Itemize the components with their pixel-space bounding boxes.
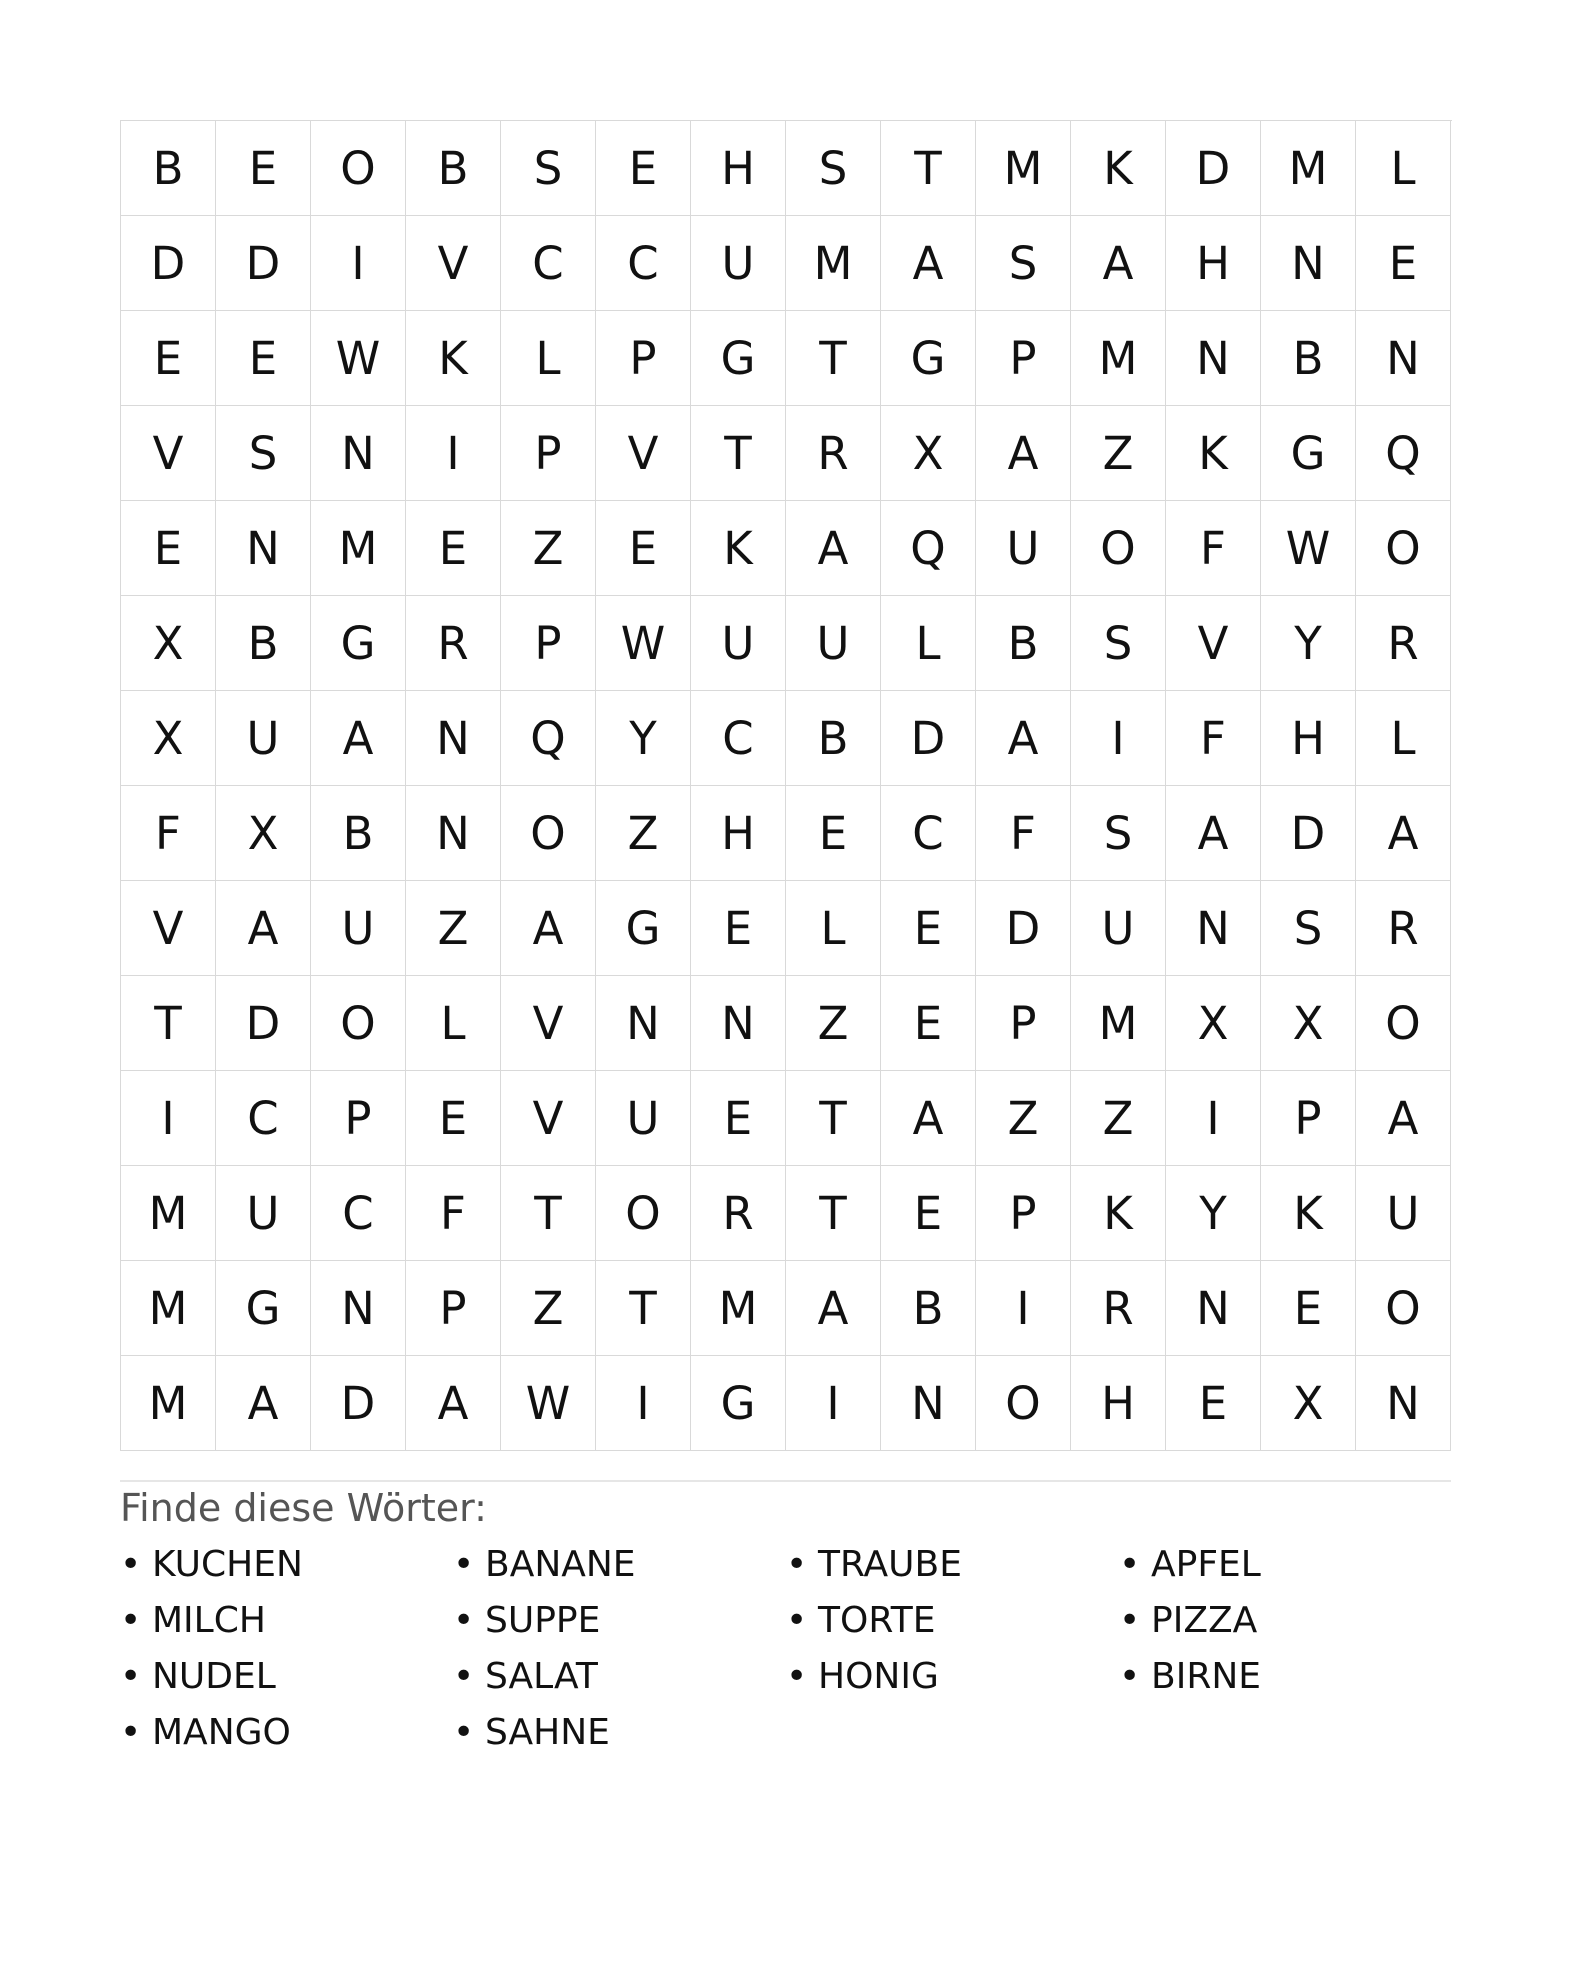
- word-label: APFEL: [1151, 1544, 1261, 1585]
- grid-cell[interactable]: U: [311, 881, 406, 976]
- grid-cell[interactable]: X: [216, 786, 311, 881]
- grid-cell[interactable]: S: [1261, 881, 1356, 976]
- grid-cell[interactable]: T: [881, 121, 976, 216]
- grid-cell[interactable]: H: [1166, 216, 1261, 311]
- grid-cell[interactable]: F: [121, 786, 216, 881]
- grid-cell[interactable]: Z: [976, 1071, 1071, 1166]
- grid-cell[interactable]: V: [596, 406, 691, 501]
- grid-cell[interactable]: P: [976, 1166, 1071, 1261]
- grid-cell[interactable]: M: [121, 1166, 216, 1261]
- grid-cell[interactable]: N: [311, 1261, 406, 1356]
- grid-cell[interactable]: U: [596, 1071, 691, 1166]
- grid-cell[interactable]: A: [881, 1071, 976, 1166]
- grid-cell[interactable]: E: [596, 501, 691, 596]
- grid-cell[interactable]: A: [976, 406, 1071, 501]
- grid-cell[interactable]: P: [501, 596, 596, 691]
- word-list-item: [120, 1542, 453, 1588]
- grid-cell[interactable]: B: [786, 691, 881, 786]
- grid-cell[interactable]: N: [691, 976, 786, 1071]
- grid-cell[interactable]: B: [1261, 311, 1356, 406]
- grid-cell[interactable]: U: [691, 596, 786, 691]
- grid-cell[interactable]: O: [1356, 501, 1451, 596]
- grid-cell[interactable]: X: [1261, 1356, 1356, 1451]
- grid-cell[interactable]: A: [1356, 786, 1451, 881]
- grid-cell[interactable]: G: [1261, 406, 1356, 501]
- grid-cell[interactable]: K: [1071, 1166, 1166, 1261]
- bullet-icon: •: [1119, 1544, 1141, 1585]
- grid-cell[interactable]: Z: [1071, 1071, 1166, 1166]
- grid-cell[interactable]: N: [216, 501, 311, 596]
- grid-cell[interactable]: U: [216, 1166, 311, 1261]
- grid-cell[interactable]: P: [311, 1071, 406, 1166]
- grid-cell[interactable]: V: [1166, 596, 1261, 691]
- word-search-grid: [120, 120, 1452, 1451]
- word-list-item: [1119, 1654, 1452, 1700]
- grid-cell[interactable]: O: [1071, 501, 1166, 596]
- grid-cell[interactable]: R: [1071, 1261, 1166, 1356]
- divider: [120, 1480, 1451, 1482]
- grid-cell[interactable]: G: [596, 881, 691, 976]
- grid-cell[interactable]: P: [596, 311, 691, 406]
- grid-cell[interactable]: W: [1261, 501, 1356, 596]
- grid-cell[interactable]: F: [1166, 501, 1261, 596]
- grid-cell[interactable]: O: [976, 1356, 1071, 1451]
- grid-cell[interactable]: L: [1356, 691, 1451, 786]
- grid-cell[interactable]: A: [406, 1356, 501, 1451]
- word-label: TRAUBE: [818, 1544, 962, 1585]
- grid-cell[interactable]: K: [1261, 1166, 1356, 1261]
- grid-cell[interactable]: N: [1166, 881, 1261, 976]
- grid-cell[interactable]: Y: [596, 691, 691, 786]
- grid-cell[interactable]: O: [1356, 976, 1451, 1071]
- grid-cell[interactable]: A: [501, 881, 596, 976]
- grid-cell[interactable]: K: [406, 311, 501, 406]
- grid-cell[interactable]: C: [691, 691, 786, 786]
- grid-cell[interactable]: Q: [881, 501, 976, 596]
- grid-cell[interactable]: A: [216, 881, 311, 976]
- grid-cell[interactable]: G: [311, 596, 406, 691]
- grid-cell[interactable]: U: [216, 691, 311, 786]
- grid-cell[interactable]: U: [786, 596, 881, 691]
- word-label: MANGO: [152, 1712, 291, 1753]
- grid-cell[interactable]: R: [406, 596, 501, 691]
- bullet-icon: •: [120, 1656, 142, 1697]
- grid-cell[interactable]: C: [881, 786, 976, 881]
- grid-cell[interactable]: E: [121, 311, 216, 406]
- grid-cell[interactable]: O: [501, 786, 596, 881]
- grid-cell[interactable]: A: [881, 216, 976, 311]
- grid-cell[interactable]: Z: [786, 976, 881, 1071]
- grid-cell[interactable]: S: [1071, 786, 1166, 881]
- grid-cell[interactable]: V: [121, 406, 216, 501]
- word-label: BANANE: [485, 1544, 636, 1585]
- grid-cell[interactable]: N: [596, 976, 691, 1071]
- grid-cell[interactable]: H: [691, 121, 786, 216]
- grid-cell[interactable]: D: [121, 216, 216, 311]
- grid-cell[interactable]: G: [216, 1261, 311, 1356]
- grid-cell[interactable]: E: [406, 1071, 501, 1166]
- grid-cell[interactable]: H: [691, 786, 786, 881]
- grid-cell[interactable]: X: [1261, 976, 1356, 1071]
- grid-cell[interactable]: B: [216, 596, 311, 691]
- grid-cell[interactable]: B: [881, 1261, 976, 1356]
- bullet-icon: •: [786, 1600, 808, 1641]
- grid-cell[interactable]: L: [1356, 121, 1451, 216]
- grid-cell[interactable]: Z: [406, 881, 501, 976]
- grid-cell[interactable]: U: [691, 216, 786, 311]
- grid-cell[interactable]: K: [691, 501, 786, 596]
- bullet-icon: •: [120, 1544, 142, 1585]
- grid-cell[interactable]: M: [1071, 976, 1166, 1071]
- word-list-item: [453, 1598, 786, 1644]
- grid-cell[interactable]: Z: [501, 501, 596, 596]
- grid-cell[interactable]: F: [976, 786, 1071, 881]
- grid-cell[interactable]: D: [216, 216, 311, 311]
- grid-cell[interactable]: I: [311, 216, 406, 311]
- grid-cell[interactable]: H: [1071, 1356, 1166, 1451]
- grid-cell[interactable]: A: [786, 501, 881, 596]
- grid-cell[interactable]: R: [1356, 596, 1451, 691]
- grid-cell[interactable]: E: [406, 501, 501, 596]
- grid-cell[interactable]: O: [311, 121, 406, 216]
- word-list-item: [786, 1598, 1119, 1644]
- grid-cell[interactable]: L: [786, 881, 881, 976]
- grid-cell[interactable]: U: [1356, 1166, 1451, 1261]
- grid-cell[interactable]: T: [501, 1166, 596, 1261]
- word-list-item: [453, 1710, 786, 1756]
- grid-cell[interactable]: P: [976, 311, 1071, 406]
- grid-cell[interactable]: X: [121, 596, 216, 691]
- grid-cell[interactable]: P: [976, 976, 1071, 1071]
- word-list-item: [786, 1542, 1119, 1588]
- word-list-item: [120, 1710, 453, 1756]
- grid-cell[interactable]: V: [121, 881, 216, 976]
- grid-cell[interactable]: C: [216, 1071, 311, 1166]
- grid-cell[interactable]: D: [976, 881, 1071, 976]
- grid-cell[interactable]: N: [1356, 311, 1451, 406]
- grid-cell[interactable]: Y: [1261, 596, 1356, 691]
- grid-cell[interactable]: A: [311, 691, 406, 786]
- grid-cell[interactable]: G: [691, 311, 786, 406]
- grid-cell[interactable]: E: [691, 1071, 786, 1166]
- grid-cell[interactable]: D: [881, 691, 976, 786]
- grid-cell[interactable]: F: [1166, 691, 1261, 786]
- grid-cell[interactable]: T: [121, 976, 216, 1071]
- word-list-heading: Finde diese Wörter:: [120, 1486, 487, 1530]
- word-label: HONIG: [818, 1656, 939, 1697]
- grid-cell[interactable]: A: [216, 1356, 311, 1451]
- grid-cell[interactable]: A: [1071, 216, 1166, 311]
- grid-cell[interactable]: N: [1356, 1356, 1451, 1451]
- grid-cell[interactable]: M: [1071, 311, 1166, 406]
- grid-cell[interactable]: W: [501, 1356, 596, 1451]
- grid-cell[interactable]: S: [1071, 596, 1166, 691]
- grid-cell[interactable]: O: [311, 976, 406, 1071]
- bullet-icon: •: [453, 1544, 475, 1585]
- grid-cell[interactable]: A: [1356, 1071, 1451, 1166]
- grid-cell[interactable]: O: [1356, 1261, 1451, 1356]
- grid-cell[interactable]: F: [406, 1166, 501, 1261]
- grid-cell[interactable]: A: [786, 1261, 881, 1356]
- grid-cell[interactable]: D: [216, 976, 311, 1071]
- grid-cell[interactable]: E: [881, 976, 976, 1071]
- grid-cell[interactable]: I: [1166, 1071, 1261, 1166]
- grid-cell[interactable]: E: [786, 786, 881, 881]
- grid-cell[interactable]: W: [596, 596, 691, 691]
- word-list-item: [120, 1598, 453, 1644]
- grid-cell[interactable]: I: [1071, 691, 1166, 786]
- bullet-icon: •: [453, 1656, 475, 1697]
- grid-cell[interactable]: X: [881, 406, 976, 501]
- grid-cell[interactable]: P: [1261, 1071, 1356, 1166]
- grid-cell[interactable]: E: [881, 1166, 976, 1261]
- grid-cell[interactable]: K: [1166, 406, 1261, 501]
- grid-cell[interactable]: A: [976, 691, 1071, 786]
- grid-cell[interactable]: X: [121, 691, 216, 786]
- grid-cell[interactable]: L: [501, 311, 596, 406]
- word-label: KUCHEN: [152, 1544, 303, 1585]
- grid-cell[interactable]: I: [121, 1071, 216, 1166]
- grid-cell[interactable]: I: [406, 406, 501, 501]
- grid-cell[interactable]: X: [1166, 976, 1261, 1071]
- grid-cell[interactable]: G: [691, 1356, 786, 1451]
- word-label: TORTE: [818, 1600, 936, 1641]
- grid-cell[interactable]: D: [311, 1356, 406, 1451]
- grid-cell[interactable]: T: [786, 1071, 881, 1166]
- grid-cell[interactable]: N: [1261, 216, 1356, 311]
- bullet-icon: •: [1119, 1656, 1141, 1697]
- grid-cell[interactable]: E: [216, 311, 311, 406]
- grid-cell[interactable]: E: [121, 501, 216, 596]
- word-label: NUDEL: [152, 1656, 276, 1697]
- grid-cell[interactable]: L: [406, 976, 501, 1071]
- grid-cell[interactable]: E: [1261, 1261, 1356, 1356]
- grid-cell[interactable]: M: [121, 1261, 216, 1356]
- grid-cell[interactable]: U: [976, 501, 1071, 596]
- bullet-icon: •: [1119, 1600, 1141, 1641]
- grid-cell[interactable]: I: [976, 1261, 1071, 1356]
- grid-cell[interactable]: S: [501, 121, 596, 216]
- grid-cell[interactable]: Z: [596, 786, 691, 881]
- grid-cell[interactable]: C: [501, 216, 596, 311]
- word-list-item: [1119, 1598, 1452, 1644]
- bullet-icon: •: [786, 1544, 808, 1585]
- grid-cell[interactable]: C: [596, 216, 691, 311]
- grid-cell[interactable]: N: [1166, 311, 1261, 406]
- word-label: SUPPE: [485, 1600, 601, 1641]
- grid-cell[interactable]: R: [1356, 881, 1451, 976]
- word-label: BIRNE: [1151, 1656, 1262, 1697]
- bullet-icon: •: [453, 1600, 475, 1641]
- grid-cell[interactable]: T: [786, 1166, 881, 1261]
- grid-cell[interactable]: V: [501, 1071, 596, 1166]
- grid-cell[interactable]: N: [881, 1356, 976, 1451]
- grid-cell[interactable]: B: [976, 596, 1071, 691]
- grid-cell[interactable]: N: [406, 786, 501, 881]
- bullet-icon: •: [453, 1712, 475, 1753]
- grid-cell[interactable]: E: [216, 121, 311, 216]
- grid-cell[interactable]: T: [786, 311, 881, 406]
- grid-cell[interactable]: H: [1261, 691, 1356, 786]
- grid-cell[interactable]: S: [216, 406, 311, 501]
- grid-cell[interactable]: Q: [501, 691, 596, 786]
- grid-cell[interactable]: B: [406, 121, 501, 216]
- grid-cell[interactable]: C: [311, 1166, 406, 1261]
- word-list-item: [1119, 1542, 1452, 1588]
- grid-cell[interactable]: G: [881, 311, 976, 406]
- word-list-item: [120, 1654, 453, 1700]
- grid-cell[interactable]: R: [691, 1166, 786, 1261]
- grid-cell[interactable]: Z: [1071, 406, 1166, 501]
- grid-cell[interactable]: L: [881, 596, 976, 691]
- word-label: MILCH: [152, 1600, 266, 1641]
- grid-cell[interactable]: E: [691, 881, 786, 976]
- word-label: SAHNE: [485, 1712, 610, 1753]
- grid-cell[interactable]: S: [786, 121, 881, 216]
- grid-cell[interactable]: A: [1166, 786, 1261, 881]
- grid-cell[interactable]: I: [596, 1356, 691, 1451]
- grid-cell[interactable]: E: [596, 121, 691, 216]
- grid-cell[interactable]: Z: [501, 1261, 596, 1356]
- grid-cell[interactable]: V: [501, 976, 596, 1071]
- grid-cell[interactable]: E: [1356, 216, 1451, 311]
- word-list-item: [786, 1654, 1119, 1700]
- grid-cell[interactable]: N: [311, 406, 406, 501]
- grid-cell[interactable]: M: [1261, 121, 1356, 216]
- grid-cell[interactable]: M: [691, 1261, 786, 1356]
- grid-cell[interactable]: T: [691, 406, 786, 501]
- bullet-icon: •: [786, 1656, 808, 1697]
- grid-cell[interactable]: K: [1071, 121, 1166, 216]
- bullet-icon: •: [120, 1600, 142, 1641]
- grid-cell[interactable]: E: [1166, 1356, 1261, 1451]
- grid-cell[interactable]: Q: [1356, 406, 1451, 501]
- grid-cell[interactable]: M: [976, 121, 1071, 216]
- grid-cell[interactable]: W: [311, 311, 406, 406]
- grid-cell[interactable]: T: [596, 1261, 691, 1356]
- word-list: [120, 1542, 1451, 1756]
- grid-cell[interactable]: D: [1261, 786, 1356, 881]
- word-list-item: [453, 1654, 786, 1700]
- grid-cell[interactable]: M: [786, 216, 881, 311]
- grid-cell[interactable]: B: [311, 786, 406, 881]
- bullet-icon: •: [120, 1712, 142, 1753]
- word-label: PIZZA: [1151, 1600, 1258, 1641]
- grid-cell[interactable]: D: [1166, 121, 1261, 216]
- grid-cell[interactable]: B: [121, 121, 216, 216]
- grid-cell[interactable]: E: [881, 881, 976, 976]
- grid-cell[interactable]: P: [406, 1261, 501, 1356]
- word-label: SALAT: [485, 1656, 598, 1697]
- grid-cell[interactable]: N: [1166, 1261, 1261, 1356]
- grid-cell[interactable]: V: [406, 216, 501, 311]
- grid-cell[interactable]: U: [1071, 881, 1166, 976]
- grid-cell[interactable]: S: [976, 216, 1071, 311]
- grid-cell[interactable]: P: [501, 406, 596, 501]
- grid-cell[interactable]: I: [786, 1356, 881, 1451]
- word-list-item: [453, 1542, 786, 1588]
- grid-cell[interactable]: R: [786, 406, 881, 501]
- grid-cell[interactable]: N: [406, 691, 501, 786]
- grid-cell[interactable]: Y: [1166, 1166, 1261, 1261]
- grid-cell[interactable]: O: [596, 1166, 691, 1261]
- grid-cell[interactable]: M: [311, 501, 406, 596]
- grid-cell[interactable]: M: [121, 1356, 216, 1451]
